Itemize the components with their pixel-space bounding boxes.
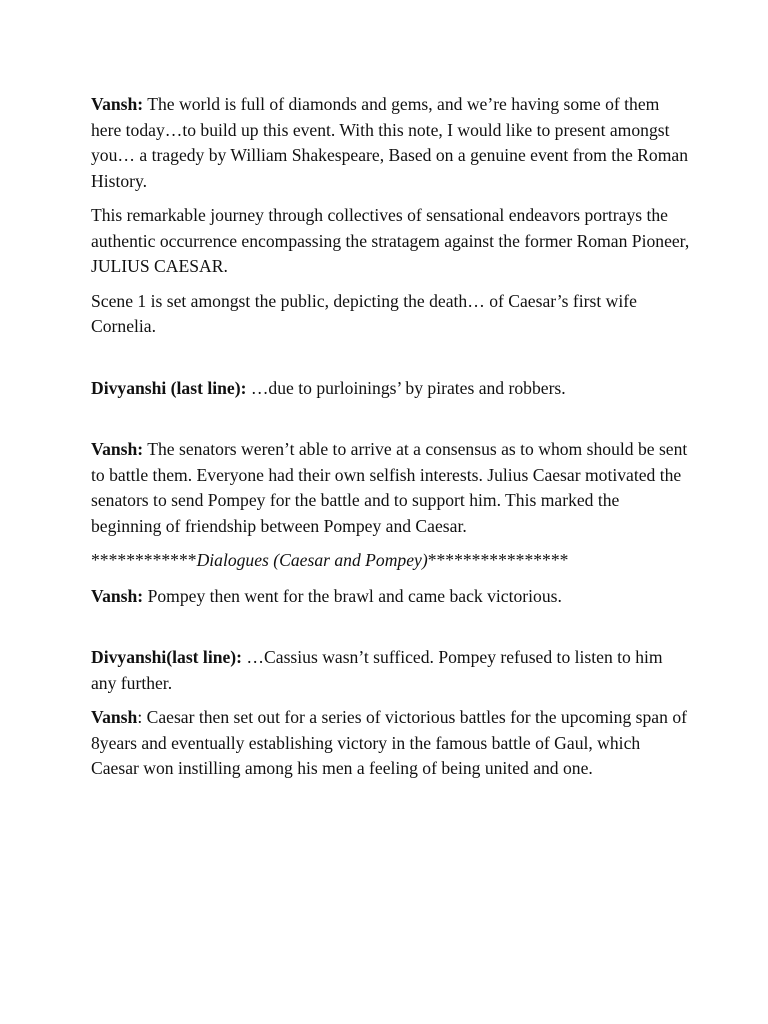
speaker-label: Vansh [91,707,138,727]
paragraph-journey [91,203,691,280]
paragraph-text: Pompey then went for the brawl and came back victorious. [143,585,562,606]
dialogue-marker-label: Dialogues (Caesar and Pompey) [196,550,428,570]
paragraph-text: …Cassius wasn’t sufficed. Pompey refused to listen to him any further. [91,647,663,693]
paragraph-brawl [91,584,691,610]
paragraph-divyanshi-1 [91,376,691,402]
speaker-label: Vansh: [91,94,144,114]
paragraph-intro [91,92,691,194]
dialogue-marker-prefix: ************ [91,550,197,570]
speaker-label: Vansh: [91,439,144,459]
paragraph-text: The senators weren’t able to arrive at a consensus as to whom should be sent to battle them. Everyone had their own selfish interests. Julius Caesar motivated the senators to send Pompey for the battle and to support him. This marked the beginning of friendship between Pompey and Caesar. [91,439,688,536]
paragraph-text: The world is full of diamonds and gems, and we’re having some of them here today…to build up this event. With this note, I would like to present amongst you… a tragedy by William Shakespeare, Based on a genuine event from the Roman History. [91,94,688,191]
speaker-label: Vansh: [91,585,144,606]
paragraph-text: This remarkable journey through collectives of sensational endeavors portrays the authentic occurrence encompassing the stratagem against the former Roman Pioneer, JULIUS CAESAR. [91,205,690,276]
paragraph-text: Scene 1 is set amongst the public, depicting the death… of Caesar’s first wife Cornelia. [91,290,637,336]
paragraph-scene-1 [91,289,691,340]
document-page [91,92,691,791]
speaker-label: Divyanshi(last line): [91,647,243,667]
paragraph-text: : Caesar then set out for a series of victorious battles for the upcoming span of 8years and eventually establishing victory in the famous battle of Gaul, which Caesar won instilling among his men a feeling of being united and one. [91,707,687,778]
paragraph-divyanshi-2 [91,645,691,696]
dialogue-marker [91,548,691,574]
dialogue-marker-suffix: **************** [427,550,569,570]
speaker-label: Divyanshi (last line): [91,377,247,398]
paragraph-gaul [91,705,691,782]
paragraph-senators [91,437,691,539]
paragraph-text: …due to purloinings’ by pirates and robbers. [246,377,566,398]
